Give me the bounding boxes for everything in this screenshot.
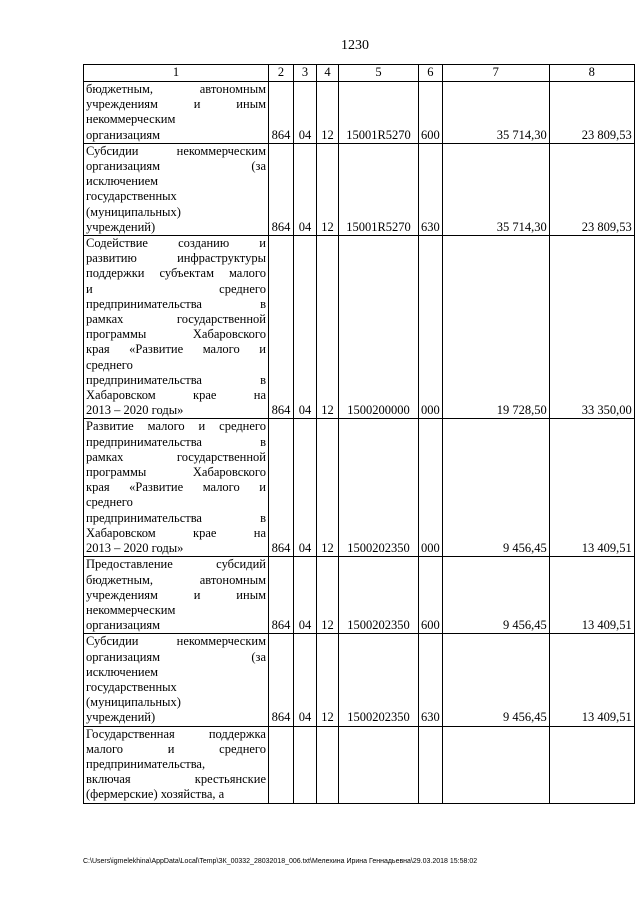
cell-c5: 1500202350	[339, 419, 419, 557]
cell-c8	[549, 726, 634, 803]
description-line: учреждений)	[86, 219, 156, 234]
table-row	[84, 634, 635, 726]
header-cell: 1	[84, 65, 269, 82]
description-line: организациям	[86, 127, 161, 142]
description-line: рамках государственной	[86, 312, 266, 327]
description-line: края «Развитие малого и	[86, 342, 266, 357]
cell-c5: 1500200000	[339, 236, 419, 419]
cell-c4	[317, 726, 339, 803]
table-row	[84, 419, 635, 557]
description-line: предпринимательства,	[86, 756, 206, 771]
description-line: предпринимательства в	[86, 434, 266, 449]
cell-c8: 23 809,53	[549, 143, 634, 235]
cell-c7: 9 456,45	[442, 419, 549, 557]
cell-c2	[269, 726, 294, 803]
cell-c5: 15001R5270	[339, 82, 419, 144]
budget-table	[83, 64, 635, 804]
cell-c8: 33 350,00	[549, 236, 634, 419]
cell-c3: 04	[294, 634, 317, 726]
description-line: предпринимательства в	[86, 510, 266, 525]
cell-c3: 04	[294, 557, 317, 634]
description-line: программы Хабаровского	[86, 465, 266, 480]
cell-c4: 12	[317, 236, 339, 419]
row-description	[84, 726, 269, 803]
description-line: малого и среднего	[86, 741, 266, 756]
header-cell: 4	[317, 65, 339, 82]
description-line: учреждениям и иным	[86, 587, 266, 602]
description-line: Хабаровском крае на	[86, 525, 266, 540]
description-line: предпринимательства в	[86, 296, 266, 311]
cell-c6: 630	[419, 143, 443, 235]
cell-c6: 000	[419, 236, 443, 419]
description-line: (муниципальных)	[86, 204, 181, 219]
description-line: среднего	[86, 495, 133, 510]
row-description	[84, 634, 269, 726]
cell-c8: 13 409,51	[549, 557, 634, 634]
cell-c7: 9 456,45	[442, 634, 549, 726]
cell-c6: 630	[419, 634, 443, 726]
description-line: учреждениям и иным	[86, 97, 266, 112]
description-line: учреждений)	[86, 710, 156, 725]
description-line: 2013 – 2020 годы»	[86, 541, 184, 556]
description-line: рамках государственной	[86, 449, 266, 464]
table-row	[84, 143, 635, 235]
cell-c6	[419, 726, 443, 803]
cell-c7: 35 714,30	[442, 143, 549, 235]
cell-c8: 13 409,51	[549, 634, 634, 726]
row-description	[84, 82, 269, 144]
header-cell: 2	[269, 65, 294, 82]
cell-c7: 9 456,45	[442, 557, 549, 634]
cell-c3: 04	[294, 143, 317, 235]
cell-c3: 04	[294, 236, 317, 419]
row-description	[84, 557, 269, 634]
table-row	[84, 236, 635, 419]
cell-c4: 12	[317, 557, 339, 634]
description-line: организациям (за	[86, 649, 266, 664]
cell-c2: 864	[269, 143, 294, 235]
cell-c2: 864	[269, 634, 294, 726]
description-line: Хабаровском крае на	[86, 388, 266, 403]
cell-c4: 12	[317, 634, 339, 726]
header-cell: 7	[442, 65, 549, 82]
description-line: среднего	[86, 357, 133, 372]
description-line: (муниципальных)	[86, 695, 181, 710]
table-header-row	[84, 65, 635, 82]
header-cell: 5	[339, 65, 419, 82]
table-row	[84, 557, 635, 634]
description-line: Субсидии некоммерческим	[86, 634, 266, 649]
description-line: государственных	[86, 679, 177, 694]
cell-c6: 600	[419, 82, 443, 144]
cell-c3	[294, 726, 317, 803]
cell-c2: 864	[269, 557, 294, 634]
cell-c7	[442, 726, 549, 803]
cell-c2: 864	[269, 419, 294, 557]
description-line: края «Развитие малого и	[86, 480, 266, 495]
cell-c3: 04	[294, 419, 317, 557]
page-number: 1230	[341, 38, 369, 53]
description-line: Государственная поддержка	[86, 726, 266, 741]
description-line: государственных	[86, 189, 177, 204]
cell-c8: 13 409,51	[549, 419, 634, 557]
description-line: организациям (за	[86, 159, 266, 174]
cell-c7: 35 714,30	[442, 82, 549, 144]
table-row	[84, 82, 635, 144]
description-line: включая крестьянские	[86, 772, 266, 787]
header-cell: 3	[294, 65, 317, 82]
description-line: организациям	[86, 618, 161, 633]
description-line: исключением	[86, 664, 159, 679]
cell-c4: 12	[317, 143, 339, 235]
row-description	[84, 143, 269, 235]
cell-c5: 1500202350	[339, 634, 419, 726]
description-line: Предоставление субсидий	[86, 557, 266, 572]
row-description	[84, 419, 269, 557]
description-line: (фермерские) хозяйства, а	[86, 787, 225, 802]
description-line: и среднего	[86, 281, 266, 296]
description-line: бюджетным, автономным	[86, 82, 266, 96]
description-line: программы Хабаровского	[86, 327, 266, 342]
cell-c4: 12	[317, 419, 339, 557]
description-line: развитию инфраструктуры	[86, 251, 266, 266]
cell-c6: 000	[419, 419, 443, 557]
cell-c2: 864	[269, 236, 294, 419]
description-line: Содействие созданию и	[86, 236, 266, 251]
cell-c5: 1500202350	[339, 557, 419, 634]
table-row	[84, 726, 635, 803]
row-description	[84, 236, 269, 419]
description-line: бюджетным, автономным	[86, 572, 266, 587]
cell-c5	[339, 726, 419, 803]
file-path-footer: C:\Users\igmelekhina\AppData\Local\Temp\ЗК_00332_28032018_006.txt\Мелехина Ирина Геннадьевна\29.03.2018 15:58:02	[83, 858, 478, 865]
cell-c6: 600	[419, 557, 443, 634]
description-line: предпринимательства в	[86, 372, 266, 387]
cell-c4: 12	[317, 82, 339, 144]
description-line: некоммерческим	[86, 602, 176, 617]
header-cell: 6	[419, 65, 443, 82]
description-line: 2013 – 2020 годы»	[86, 403, 184, 418]
description-line: исключением	[86, 174, 159, 189]
cell-c8: 23 809,53	[549, 82, 634, 144]
description-line: Субсидии некоммерческим	[86, 143, 266, 158]
cell-c2: 864	[269, 82, 294, 144]
description-line: некоммерческим	[86, 112, 176, 127]
header-cell: 8	[549, 65, 634, 82]
cell-c7: 19 728,50	[442, 236, 549, 419]
description-line: поддержки субъектам малого	[86, 266, 266, 281]
cell-c5: 15001R5270	[339, 143, 419, 235]
cell-c3: 04	[294, 82, 317, 144]
description-line: Развитие малого и среднего	[86, 419, 266, 434]
